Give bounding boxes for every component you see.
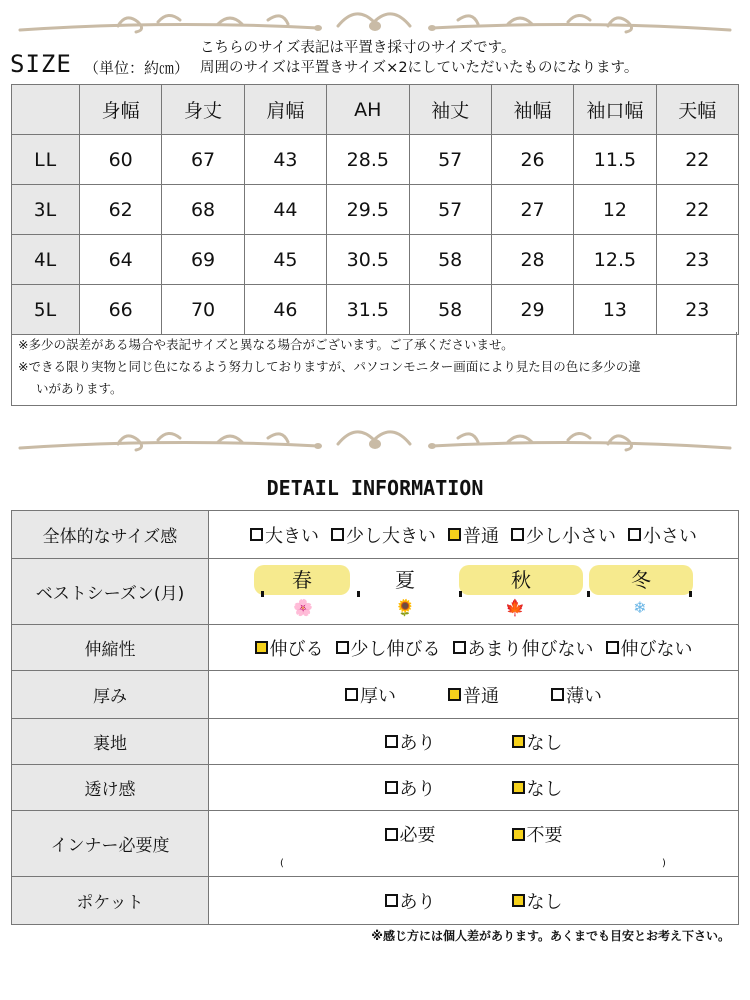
decorative-ornament-top — [18, 6, 732, 36]
option-label: 少し小さい — [526, 525, 616, 547]
table-cell: 23 — [656, 285, 738, 335]
table-cell: 29 — [491, 285, 573, 335]
option-item — [628, 522, 697, 548]
snowflake-icon: ❄ — [633, 597, 647, 617]
option-item — [453, 635, 594, 661]
option-label: なし — [526, 732, 563, 754]
option-label: なし — [526, 891, 563, 913]
sunflower-icon: 🌻 — [395, 597, 415, 617]
table-cell: 62 — [80, 185, 162, 235]
table-cell: 31.5 — [327, 285, 409, 335]
option-item — [345, 682, 396, 708]
table-cell: 64 — [80, 235, 162, 285]
decorative-ornament-middle — [18, 426, 732, 456]
season-tick — [689, 591, 692, 597]
table-cell: 22 — [656, 185, 738, 235]
option-label: あり — [399, 891, 436, 913]
season-cell — [209, 559, 739, 625]
checkbox-icon — [336, 641, 349, 654]
season-chart — [209, 561, 738, 623]
column-header: 身幅 — [80, 85, 162, 135]
size-unit: （単位：約㎝） — [84, 59, 190, 77]
detail-row-pocket — [12, 877, 739, 925]
checkbox-icon — [385, 894, 398, 907]
option-item — [331, 522, 436, 548]
detail-row-thickness — [12, 671, 739, 719]
checkbox-checked-icon — [512, 735, 525, 748]
detail-row-season — [12, 559, 739, 625]
option-label: 大きい — [265, 525, 319, 547]
option-item — [385, 821, 436, 847]
season-tick — [261, 591, 264, 597]
table-cell: 12 — [574, 185, 656, 235]
table-cell: 67 — [162, 135, 244, 185]
table-cell: 23 — [656, 235, 738, 285]
column-header: AH — [327, 85, 409, 135]
option-item — [255, 635, 324, 661]
table-row — [12, 135, 739, 185]
detail-label: ベストシーズン(月) — [12, 559, 209, 625]
option-label: 小さい — [643, 525, 697, 547]
detail-label: 伸縮性 — [12, 625, 209, 671]
inner-paren-open: ( — [280, 858, 284, 869]
size-title: SIZE — [10, 50, 72, 78]
table-cell: 30.5 — [327, 235, 409, 285]
footnote: ※感じ方には個人差があります。あくまでも目安とお考え下さい。 — [371, 929, 730, 943]
table-cell: 69 — [162, 235, 244, 285]
checkbox-icon — [331, 528, 344, 541]
option-item — [385, 775, 436, 801]
size-note — [200, 38, 638, 78]
checkbox-icon — [511, 528, 524, 541]
table-row — [12, 285, 739, 335]
table-cell: 70 — [162, 285, 244, 335]
sakura-flower-icon: 🌸 — [293, 597, 313, 617]
detail-label: ポケット — [12, 877, 209, 925]
detail-options — [209, 625, 739, 671]
option-label: なし — [526, 778, 563, 800]
detail-label: 厚み — [12, 671, 209, 719]
season-tick — [459, 591, 462, 597]
detail-options — [209, 719, 739, 765]
checkbox-icon — [628, 528, 641, 541]
detail-label: インナー必要度 — [12, 811, 209, 877]
checkbox-icon — [250, 528, 263, 541]
option-label: 薄い — [566, 685, 602, 707]
table-cell: 26 — [491, 135, 573, 185]
checkbox-icon — [385, 828, 398, 841]
table-cell: 66 — [80, 285, 162, 335]
inner-paren-close: ) — [662, 858, 666, 869]
detail-title: DETAIL INFORMATION — [266, 476, 484, 500]
size-disclaimer — [11, 332, 737, 406]
column-header: 肩幅 — [244, 85, 326, 135]
size-label: 5L — [12, 285, 80, 335]
season-tick — [357, 591, 360, 597]
option-label: 少し大きい — [346, 525, 436, 547]
option-item — [512, 775, 563, 801]
detail-label: 全体的なサイズ感 — [12, 511, 209, 559]
table-cell: 12.5 — [574, 235, 656, 285]
season-autumn: 秋 — [459, 565, 583, 595]
option-label: 不要 — [526, 825, 563, 846]
disclaimer-line: ※多少の誤差がある場合や表記サイズと異なる場合がございます。ご了承くださいませ。 — [18, 337, 514, 352]
size-note-line2: 周囲のサイズは平置きサイズ×2にしていただいたものになります。 — [200, 60, 639, 76]
size-table — [11, 84, 739, 335]
option-label: あまり伸びない — [467, 638, 594, 660]
table-cell: 44 — [244, 185, 326, 235]
table-cell: 28 — [491, 235, 573, 285]
detail-row-inner — [12, 811, 739, 877]
size-label: 4L — [12, 235, 80, 285]
detail-table — [11, 510, 739, 925]
column-header: 天幅 — [656, 85, 738, 135]
size-label: LL — [12, 135, 80, 185]
checkbox-checked-icon — [512, 828, 525, 841]
detail-options — [209, 511, 739, 559]
table-cell: 46 — [244, 285, 326, 335]
season-summer: 夏 — [395, 567, 415, 592]
table-cell: 13 — [574, 285, 656, 335]
option-item — [385, 729, 436, 755]
detail-row-sheer — [12, 765, 739, 811]
option-label: あり — [399, 778, 436, 800]
option-item — [448, 522, 499, 548]
detail-options — [209, 671, 739, 719]
option-label: 伸びない — [620, 638, 693, 660]
detail-options — [209, 765, 739, 811]
option-item — [336, 635, 441, 661]
table-cell: 58 — [409, 285, 491, 335]
table-cell: 27 — [491, 185, 573, 235]
option-item — [512, 888, 563, 914]
table-cell: 68 — [162, 185, 244, 235]
option-item — [385, 888, 436, 914]
disclaimer-line: いがあります。 — [36, 381, 123, 396]
table-row — [12, 235, 739, 285]
option-item — [512, 729, 563, 755]
option-label: 普通 — [463, 525, 499, 547]
size-table-header — [12, 85, 739, 135]
table-cell: 57 — [409, 135, 491, 185]
detail-label: 裏地 — [12, 719, 209, 765]
detail-row-lining — [12, 719, 739, 765]
size-note-line1: こちらのサイズ表記は平置き採寸のサイズです。 — [200, 40, 516, 56]
option-item — [511, 522, 616, 548]
table-cell: 28.5 — [327, 135, 409, 185]
checkbox-checked-icon — [512, 781, 525, 794]
detail-row-stretch — [12, 625, 739, 671]
table-cell: 29.5 — [327, 185, 409, 235]
detail-row-fit — [12, 511, 739, 559]
table-cell: 11.5 — [574, 135, 656, 185]
option-item — [250, 522, 319, 548]
season-spring: 春 — [254, 565, 350, 595]
detail-options — [209, 811, 739, 877]
detail-label: 透け感 — [12, 765, 209, 811]
size-label: 3L — [12, 185, 80, 235]
size-table-corner — [12, 85, 80, 135]
table-cell: 22 — [656, 135, 738, 185]
table-cell: 43 — [244, 135, 326, 185]
maple-leaf-icon: 🍁 — [505, 597, 525, 617]
checkbox-checked-icon — [255, 641, 268, 654]
disclaimer-line: ※できる限り実物と同じ色になるよう努力しておりますが、パソコンモニター画面により見た目の色に多少の違 — [18, 359, 641, 374]
season-winter: 冬 — [589, 565, 693, 595]
checkbox-icon — [551, 688, 564, 701]
checkbox-checked-icon — [448, 688, 461, 701]
table-cell: 58 — [409, 235, 491, 285]
option-item — [606, 635, 693, 661]
checkbox-icon — [385, 781, 398, 794]
checkbox-checked-icon — [448, 528, 461, 541]
option-label: あり — [399, 732, 436, 754]
checkbox-icon — [385, 735, 398, 748]
option-label: 厚い — [360, 685, 396, 707]
table-cell: 45 — [244, 235, 326, 285]
option-item — [448, 682, 499, 708]
option-item — [551, 682, 602, 708]
checkbox-icon — [453, 641, 466, 654]
option-label: 少し伸びる — [350, 638, 441, 660]
table-cell: 60 — [80, 135, 162, 185]
column-header: 身丈 — [162, 85, 244, 135]
season-tick — [587, 591, 590, 597]
option-label: 必要 — [399, 825, 436, 846]
detail-options — [209, 877, 739, 925]
column-header: 袖幅 — [491, 85, 573, 135]
checkbox-icon — [606, 641, 619, 654]
column-header: 袖口幅 — [574, 85, 656, 135]
checkbox-icon — [345, 688, 358, 701]
checkbox-checked-icon — [512, 894, 525, 907]
table-cell: 57 — [409, 185, 491, 235]
option-item — [512, 821, 563, 847]
option-label: 普通 — [463, 685, 499, 707]
option-label: 伸びる — [269, 638, 324, 660]
table-row — [12, 185, 739, 235]
column-header: 袖丈 — [409, 85, 491, 135]
